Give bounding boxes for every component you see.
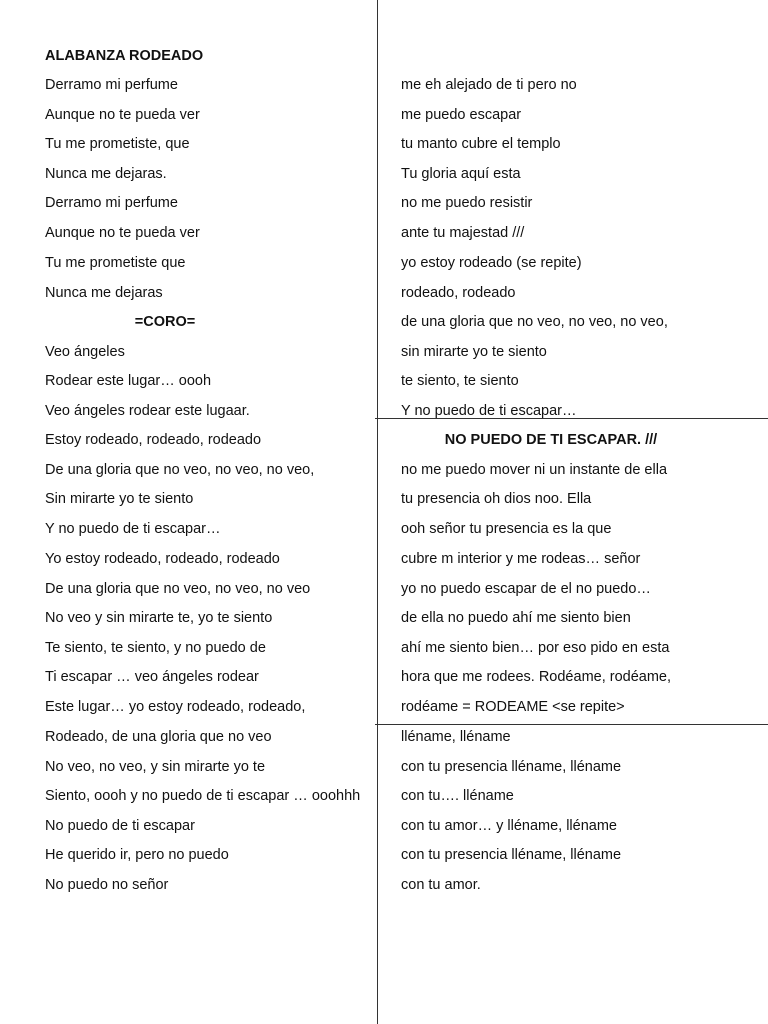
- section-heading: NO PUEDO DE TI ESCAPAR. ///: [444, 432, 658, 448]
- lyric-line: Nunca me dejaras: [45, 285, 163, 301]
- lyric-line: Aunque no te pueda ver: [45, 225, 200, 241]
- lyric-line: Tu me prometiste que: [45, 255, 186, 271]
- lyric-line: con tu amor.: [401, 877, 481, 893]
- lyric-line: Derramo mi perfume: [45, 195, 178, 211]
- lyric-line: Este lugar… yo estoy rodeado, rodeado,: [45, 699, 306, 715]
- lyric-line: Nunca me dejaras.: [45, 166, 167, 182]
- lyric-line: Rodear este lugar… oooh: [45, 373, 212, 389]
- lyric-line: Ti escapar … veo ángeles rodear: [45, 669, 259, 685]
- lyric-line: hora que me rodees. Rodéame, rodéame,: [401, 669, 672, 685]
- lyric-line: de una gloria que no veo, no veo, no veo,: [401, 314, 668, 330]
- lyric-line: Sin mirarte yo te siento: [45, 491, 194, 507]
- lyric-line: me eh alejado de ti pero no: [401, 77, 577, 93]
- lyric-line: con tu presencia lléname, lléname: [401, 759, 622, 775]
- lyric-line: con tu…. lléname: [401, 788, 514, 804]
- lyric-line: no me puedo resistir: [401, 195, 533, 211]
- lyric-line: te siento, te siento: [401, 373, 519, 389]
- lyric-line: Derramo mi perfume: [45, 77, 178, 93]
- column-divider: [377, 0, 378, 1024]
- lyric-line: yo no puedo escapar de el no puedo…: [401, 581, 651, 597]
- lyric-line: No veo y sin mirarte te, yo te siento: [45, 610, 273, 626]
- lyric-line: lléname, lléname: [401, 729, 511, 745]
- lyric-line: He querido ir, pero no puedo: [45, 847, 229, 863]
- lyric-line: Estoy rodeado, rodeado, rodeado: [45, 432, 262, 448]
- lyric-line: no me puedo mover ni un instante de ella: [401, 462, 668, 478]
- lyric-line: me puedo escapar: [401, 107, 522, 123]
- lyric-line: Tu gloria aquí esta: [401, 166, 521, 182]
- lyric-line: ante tu majestad ///: [401, 225, 525, 241]
- lyric-line: Veo ángeles rodear este lugaar.: [45, 403, 250, 419]
- lyric-line: No veo, no veo, y sin mirarte yo te: [45, 759, 266, 775]
- lyric-line: No puedo de ti escapar: [45, 818, 195, 834]
- song-title: ALABANZA RODEADO: [45, 48, 204, 64]
- lyric-line: Rodeado, de una gloria que no veo: [45, 729, 272, 745]
- lyric-line: ahí me siento bien… por eso pido en esta: [401, 640, 670, 656]
- lyric-line: Y no puedo de ti escapar…: [45, 521, 221, 537]
- lyric-line: No puedo no señor: [45, 877, 169, 893]
- lyric-line: yo estoy rodeado (se repite): [401, 255, 582, 271]
- lyric-line: Veo ángeles: [45, 344, 125, 360]
- lyric-line: Y no puedo de ti escapar…: [401, 403, 577, 419]
- lyric-line: Yo estoy rodeado, rodeado, rodeado: [45, 551, 280, 567]
- chorus-heading: =CORO=: [134, 314, 196, 330]
- lyric-line: tu manto cubre el templo: [401, 136, 561, 152]
- lyric-line: con tu amor… y lléname, lléname: [401, 818, 617, 834]
- lyric-line: Tu me prometiste, que: [45, 136, 190, 152]
- lyric-line: con tu presencia lléname, lléname: [401, 847, 622, 863]
- lyric-line: Aunque no te pueda ver: [45, 107, 200, 123]
- lyric-line: ooh señor tu presencia es la que: [401, 521, 612, 537]
- lyric-line: Siento, oooh y no puedo de ti escapar … ooohhh: [45, 788, 361, 804]
- lyric-line: De una gloria que no veo, no veo, no veo: [45, 581, 311, 597]
- lyric-line: tu presencia oh dios noo. Ella: [401, 491, 592, 507]
- lyric-line: Te siento, te siento, y no puedo de: [45, 640, 266, 656]
- lyric-line: sin mirarte yo te siento: [401, 344, 547, 360]
- lyric-line: cubre m interior y me rodeas… señor: [401, 551, 641, 567]
- section-divider-bottom: [375, 724, 768, 725]
- lyric-line: De una gloria que no veo, no veo, no veo,: [45, 462, 315, 478]
- lyric-line: de ella no puedo ahí me siento bien: [401, 610, 631, 626]
- lyric-line: rodeado, rodeado: [401, 285, 516, 301]
- lyric-line: rodéame = RODEAME <se repite>: [401, 699, 625, 715]
